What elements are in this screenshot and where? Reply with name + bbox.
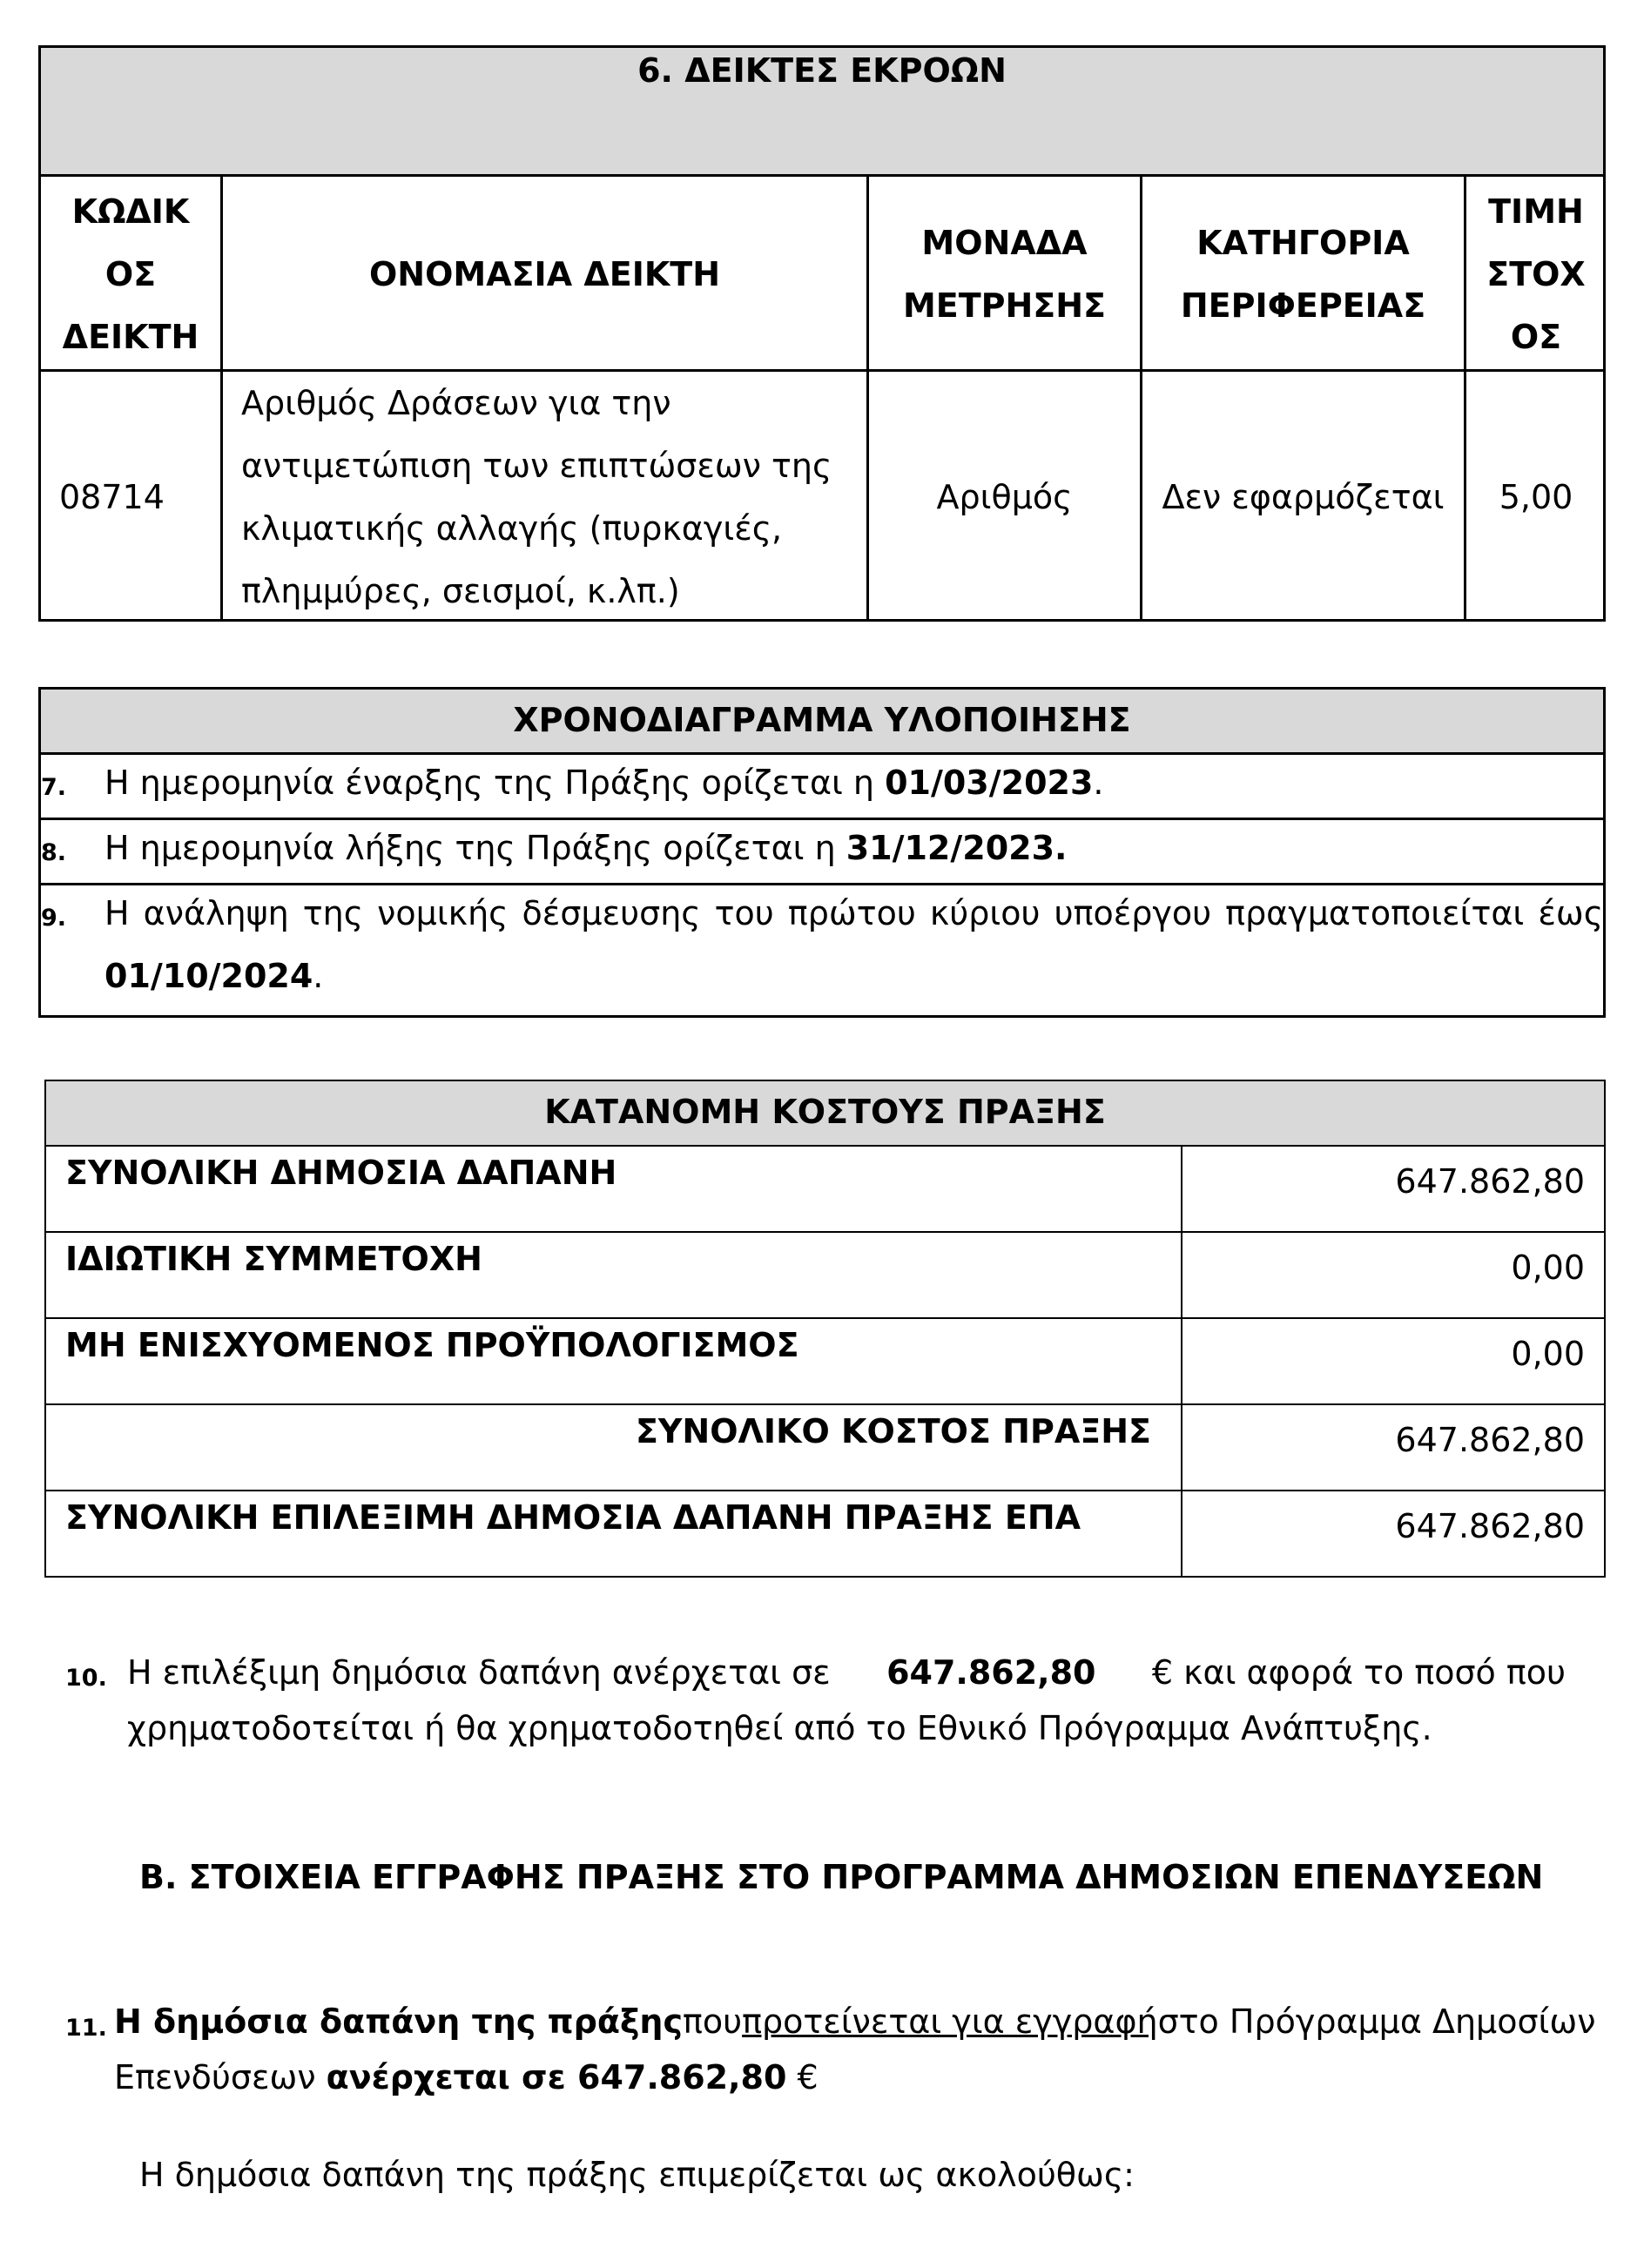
cost-row: ΣΥΝΟΛΙΚΗ ΕΠΙΛΕΞΙΜΗ ΔΗΜΟΣΙΑ ΔΑΠΑΝΗ ΠΡΑΞΗΣ ΕΠΑ 647.862,80 [46,1491,1604,1578]
indicator-target: 5,00 [1499,477,1573,516]
cost-row: ΜΗ ΕΝΙΣΧΥΟΜΕΝΟΣ ΠΡΟΫΠΟΛΟΓΙΣΜΟΣ 0,00 [46,1319,1604,1405]
paragraph-10-number: 10. [65,1665,107,1692]
header-target-value: ΤΙΜΗ ΣΤΟΧ ΟΣ [1486,192,1586,356]
indicator-category: Δεν εφαρμόζεται [1162,477,1445,516]
timeline-item: 8. Η ημερομηνία λήξης της Πράξης ορίζεται η 31/12/2023. [41,820,1603,885]
section-b-title: Β. ΣΤΟΙΧΕΙΑ ΕΓΓΡΑΦΗΣ ΠΡΑΞΗΣ ΣΤΟ ΠΡΟΓΡΑΜΜΑ ΔΗΜΟΣΙΩΝ ΕΠΕΝΔΥΣΕΩΝ [139,1858,1544,1896]
implementation-timeline-table [38,687,1606,1018]
header-indicator-name: ΟΝΟΜΑΣΙΑ ΔΕΙΚΤΗ [368,255,721,293]
header-region-category: ΚΑΤΗΓΟΡΙΑ ΠΕΡΙΦΕΡΕΙΑΣ [1180,224,1426,325]
paragraph-11-continuation: Η δημόσια δαπάνη της πράξης επιμερίζεται ως ακολούθως: [139,2156,1135,2194]
cost-row: ΣΥΝΟΛΙΚΗ ΔΗΜΟΣΙΑ ΔΑΠΑΝΗ 647.862,80 [46,1147,1604,1233]
paragraph-10: Η επιλέξιμη δημόσια δαπάνη ανέρχεται σε 647.862,80 € και αφορά το ποσό που χρηματοδοτείται ή θα χρηματοδοτηθεί από το Εθνικό Πρόγραμμα Ανάπτυξης. [127,1653,1566,1747]
cost-row-total: ΣΥΝΟΛΙΚΟ ΚΟΣΤΟΣ ΠΡΑΞΗΣ 647.862,80 [46,1405,1604,1491]
timeline-item: 9. Η ανάληψη της νομικής δέσμευσης του πρώτου κύριου υποέργου πραγματοποιείται έως 01/10/2024. [41,894,1603,995]
indicator-code: 08714 [59,477,165,516]
indicators-title: 6. ΔΕΙΚΤΕΣ ΕΚΡΟΩΝ [41,48,1603,177]
paragraph-11: Η δημόσια δαπάνη της πράξης που προτείνεται για εγγραφή στο Πρόγραμμα Δημοσίων Επενδύσεων ανέρχεται σε 647.862,80 € [114,2002,1596,2096]
indicator-unit: Αριθμός [936,477,1073,516]
cost-title: ΚΑΤΑΝΟΜΗ ΚΟΣΤΟΥΣ ΠΡΑΞΗΣ [46,1081,1604,1147]
indicator-name: Αριθμός Δράσεων για την αντιμετώπιση των επιπτώσεων της κλιματικής αλλαγής (πυρκαγιές, πλημμύρες, σεισμοί, κ.λπ.) [241,383,832,610]
paragraph-11-number: 11. [65,2015,107,2042]
header-indicator-code: ΚΩΔΙΚ ΟΣ ΔΕΙΚΤΗ [62,192,199,356]
cost-row: ΙΔΙΩΤΙΚΗ ΣΥΜΜΕΤΟΧΗ 0,00 [46,1233,1604,1319]
cost-allocation-table [44,1080,1606,1578]
header-unit: ΜΟΝΑΔΑ ΜΕΤΡΗΣΗΣ [902,224,1107,325]
output-indicators-table [38,45,1606,622]
timeline-item: 7. Η ημερομηνία έναρξης της Πράξης ορίζεται η 01/03/2023. [41,755,1603,820]
timeline-title: ΧΡΟΝΟΔΙΑΓΡΑΜΜΑ ΥΛΟΠΟΙΗΣΗΣ [41,690,1603,755]
